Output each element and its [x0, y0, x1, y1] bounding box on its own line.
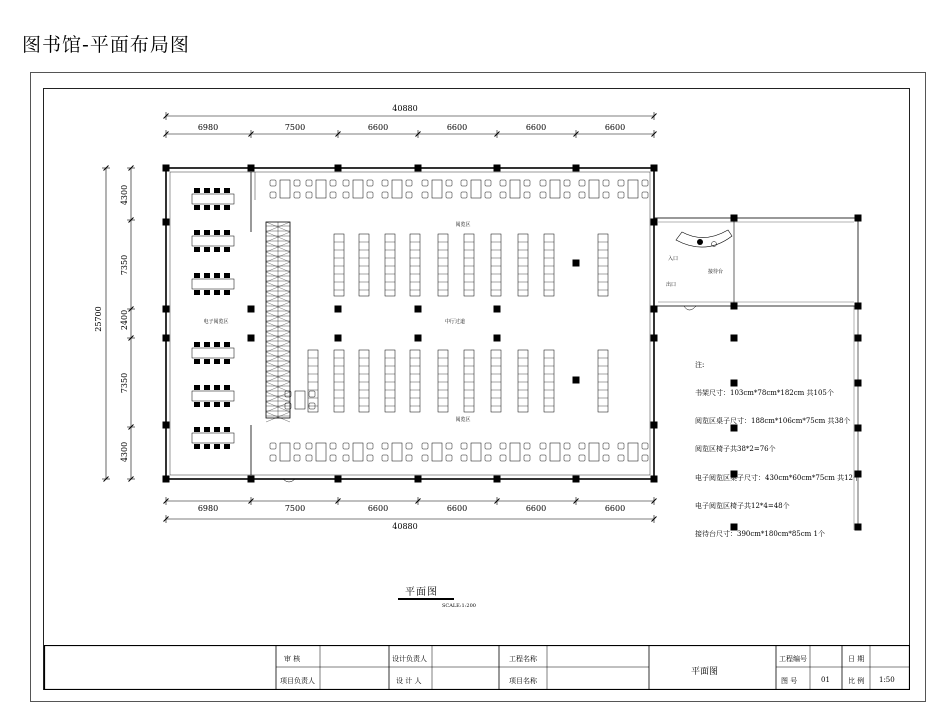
- computer-chair: [194, 342, 200, 347]
- reading-table: [471, 443, 481, 461]
- column: [731, 335, 738, 342]
- reading-chair: [564, 455, 570, 461]
- reading-chair: [406, 180, 412, 186]
- column: [163, 335, 170, 342]
- reading-chair: [564, 192, 570, 198]
- column: [494, 335, 501, 342]
- computer-chair: [224, 230, 230, 235]
- dim-top-col-3: 6600: [367, 123, 389, 132]
- computer-chair: [224, 402, 230, 407]
- reading-table: [353, 443, 363, 461]
- reading-chair: [306, 180, 312, 186]
- reading-chair: [406, 192, 412, 198]
- reading-chair: [603, 443, 609, 449]
- dim-top-col-4: 6600: [446, 123, 468, 132]
- reading-chair: [422, 443, 428, 449]
- computer-chair: [194, 273, 200, 278]
- reading-chair: [485, 180, 491, 186]
- computer-chair: [204, 273, 210, 278]
- column: [335, 476, 342, 483]
- column: [731, 303, 738, 310]
- notes-line-2: 阅览区桌子尺寸：188cm*106cm*75cm 共38个: [695, 417, 851, 426]
- design-lead-label: 设计负责人: [392, 655, 427, 663]
- dim-left-row-5: 4300: [120, 441, 129, 463]
- reading-chair: [330, 180, 336, 186]
- reading-chair: [343, 192, 349, 198]
- computer-chair: [214, 359, 220, 364]
- computer-chair: [214, 342, 220, 347]
- annex-outline: [654, 218, 858, 306]
- column: [651, 219, 658, 226]
- dim-bottom-col-6: 6600: [604, 504, 626, 513]
- zone-entrance: 入口: [668, 256, 679, 262]
- door-swing-annex: [684, 306, 696, 310]
- bookshelf: [491, 234, 501, 296]
- reading-chair: [330, 443, 336, 449]
- bookshelf: [598, 234, 608, 296]
- reading-chair: [500, 180, 506, 186]
- computer-chair: [224, 444, 230, 449]
- computer-chair: [194, 402, 200, 407]
- reading-chair: [294, 443, 300, 449]
- reading-chair: [461, 443, 467, 449]
- reading-chair: [367, 455, 373, 461]
- reading-chair: [367, 192, 373, 198]
- computer-chair: [224, 247, 230, 252]
- bookshelf: [598, 350, 608, 412]
- dim-top-col-5: 6600: [525, 123, 547, 132]
- reading-chair: [367, 180, 373, 186]
- reading-chair: [270, 455, 276, 461]
- computer-chair: [204, 444, 210, 449]
- computer-chair: [224, 273, 230, 278]
- reading-table: [316, 180, 326, 198]
- reading-table: [589, 443, 599, 461]
- reading-chair: [485, 192, 491, 198]
- zone-electronic-reading: 电子阅览区: [203, 319, 229, 325]
- computer-chair: [214, 385, 220, 390]
- reading-chair: [422, 192, 428, 198]
- reading-chair: [540, 192, 546, 198]
- column: [415, 476, 422, 483]
- bookshelf: [308, 350, 318, 412]
- bookshelf: [410, 350, 420, 412]
- reading-chair: [642, 443, 648, 449]
- reading-chair: [382, 180, 388, 186]
- reading-table: [628, 180, 638, 198]
- reading-chair: [642, 455, 648, 461]
- reading-chair: [270, 443, 276, 449]
- column: [415, 335, 422, 342]
- reading-chair: [485, 455, 491, 461]
- computer-chair: [194, 290, 200, 295]
- drawing-no-value: 01: [821, 676, 830, 684]
- zone-reading-top: 阅览区: [455, 222, 471, 228]
- reading-table: [628, 443, 638, 461]
- plan-caption-underline: [398, 598, 454, 600]
- review-label: 审 核: [284, 655, 301, 663]
- reading-chair: [406, 455, 412, 461]
- reading-table: [510, 180, 520, 198]
- reading-chair: [500, 455, 506, 461]
- reading-chair: [343, 180, 349, 186]
- reading-chair: [406, 443, 412, 449]
- reading-chair: [642, 192, 648, 198]
- column: [651, 165, 658, 172]
- reading-table: [353, 180, 363, 198]
- column: [573, 476, 580, 483]
- item-name-label: 项目名称: [509, 677, 537, 685]
- page-title: 图书馆-平面布局图: [22, 34, 190, 56]
- bookshelf: [544, 350, 554, 412]
- drawing-name: 平面图: [691, 667, 719, 677]
- column: [855, 303, 862, 310]
- dim-left-row-4: 7350: [120, 372, 129, 394]
- dim-bottom-col-5: 6600: [525, 504, 547, 513]
- dim-top-col-1: 6980: [197, 123, 219, 132]
- column: [163, 306, 170, 313]
- reading-table: [432, 443, 442, 461]
- bookshelf: [334, 234, 344, 296]
- reading-chair: [461, 455, 467, 461]
- computer-desk: [192, 279, 234, 289]
- reading-chair: [540, 443, 546, 449]
- scale-label: 比 例: [848, 677, 865, 685]
- computer-chair: [194, 444, 200, 449]
- computer-chair: [194, 188, 200, 193]
- reading-table: [550, 443, 560, 461]
- reading-table: [510, 443, 520, 461]
- reading-chair: [540, 455, 546, 461]
- notes-line-5: 电子阅览区椅子共12*4=48个: [695, 501, 790, 510]
- reading-chair: [343, 455, 349, 461]
- bookshelf: [359, 350, 369, 412]
- computer-desk: [192, 348, 234, 358]
- column: [855, 215, 862, 222]
- reading-chair: [367, 443, 373, 449]
- computer-chair: [214, 205, 220, 210]
- column: [731, 215, 738, 222]
- reception-stool: [712, 242, 717, 247]
- reading-chair: [579, 192, 585, 198]
- project-lead-label: 项目负责人: [280, 677, 315, 685]
- column: [415, 306, 422, 313]
- reading-chair: [603, 455, 609, 461]
- notes-line-3: 阅览区椅子共38*2=76个: [695, 445, 776, 454]
- column: [651, 306, 658, 313]
- reading-chair: [618, 180, 624, 186]
- reading-chair: [343, 443, 349, 449]
- computer-desk: [192, 194, 234, 204]
- computer-desk: [192, 391, 234, 401]
- reception-desk: [676, 230, 732, 247]
- bookshelf: [359, 234, 369, 296]
- bookshelf: [334, 350, 344, 412]
- reading-chair: [382, 192, 388, 198]
- computer-chair: [204, 205, 210, 210]
- bookshelf: [410, 234, 420, 296]
- computer-chair: [224, 359, 230, 364]
- column: [163, 219, 170, 226]
- dimension-lines: [102, 112, 657, 523]
- title-block: [44, 645, 910, 690]
- dim-bottom-col-4: 6600: [446, 504, 468, 513]
- computer-chair: [214, 273, 220, 278]
- reading-chair: [461, 180, 467, 186]
- reading-chair: [500, 192, 506, 198]
- column: [335, 335, 342, 342]
- dim-left-row-1: 4300: [120, 184, 129, 206]
- computer-chair: [204, 402, 210, 407]
- computer-chair: [194, 247, 200, 252]
- reading-chair: [564, 443, 570, 449]
- column: [494, 306, 501, 313]
- reading-chair: [306, 192, 312, 198]
- project-title-label: 工程名称: [509, 655, 537, 663]
- column: [573, 377, 580, 384]
- dim-bottom-col-3: 6600: [367, 504, 389, 513]
- column: [248, 335, 255, 342]
- reading-chair: [579, 180, 585, 186]
- notes-block: [695, 342, 860, 549]
- reading-chair: [564, 180, 570, 186]
- bookshelf: [438, 350, 448, 412]
- computer-chair: [194, 205, 200, 210]
- bookshelf: [518, 234, 528, 296]
- reading-chair: [382, 455, 388, 461]
- reading-chair: [294, 455, 300, 461]
- reading-table: [392, 443, 402, 461]
- column: [494, 165, 501, 172]
- column: [415, 165, 422, 172]
- bookshelf: [464, 234, 474, 296]
- bookshelf: [544, 234, 554, 296]
- reading-chair: [330, 455, 336, 461]
- plan-caption: 平面图: [405, 587, 438, 598]
- drawing-no-label: 图 号: [781, 677, 798, 685]
- reading-chair: [500, 443, 506, 449]
- computer-desk: [192, 236, 234, 246]
- computer-chair: [204, 188, 210, 193]
- computer-chair: [214, 427, 220, 432]
- column: [651, 335, 658, 342]
- column: [494, 476, 501, 483]
- reading-table: [432, 180, 442, 198]
- reading-chair: [446, 443, 452, 449]
- computer-chair: [194, 385, 200, 390]
- inner-wall: [170, 172, 650, 475]
- computer-chair: [204, 385, 210, 390]
- bookshelf: [438, 234, 448, 296]
- column: [248, 306, 255, 313]
- reading-chair: [422, 180, 428, 186]
- dim-left-row-2: 7350: [120, 254, 129, 276]
- reading-chair: [642, 180, 648, 186]
- computer-chair: [214, 188, 220, 193]
- computer-chair: [224, 385, 230, 390]
- dim-left-total: 25700: [94, 306, 103, 332]
- plan-scale: SCALE:1:200: [442, 603, 476, 609]
- outer-wall: [166, 168, 654, 479]
- reading-chair: [618, 455, 624, 461]
- reading-chair: [579, 443, 585, 449]
- reading-table: [316, 443, 326, 461]
- column: [651, 476, 658, 483]
- reading-chair: [603, 180, 609, 186]
- computer-chair: [224, 342, 230, 347]
- bookshelf: [491, 350, 501, 412]
- dim-bottom-total: 40880: [392, 522, 418, 531]
- computer-chair: [204, 290, 210, 295]
- reading-chair: [306, 443, 312, 449]
- reading-chair: [485, 443, 491, 449]
- reading-chair: [306, 455, 312, 461]
- reading-table: [295, 391, 305, 409]
- zone-labels: [203, 221, 723, 423]
- reading-chair: [330, 192, 336, 198]
- notes-line-6: 接待台尺寸：390cm*180cm*85cm 1个: [695, 530, 825, 539]
- zone-central-aisle: 中厅过道: [444, 319, 466, 325]
- column: [163, 476, 170, 483]
- computer-chair: [214, 402, 220, 407]
- reading-chair: [446, 455, 452, 461]
- dim-left-row-3: 2400: [120, 309, 129, 331]
- column: [248, 476, 255, 483]
- project-no-label: 工程编号: [779, 655, 807, 663]
- zone-reading-bottom: 阅览区: [455, 417, 471, 423]
- reading-table: [589, 180, 599, 198]
- reading-table: [550, 180, 560, 198]
- reading-chair: [461, 192, 467, 198]
- bookshelf: [385, 350, 395, 412]
- reading-table: [471, 180, 481, 198]
- notes-line-4: 电子阅览区桌子尺寸：430cm*60cm*75cm 共12个: [695, 473, 860, 482]
- computer-desk: [192, 433, 234, 443]
- reading-chair: [294, 180, 300, 186]
- scale-value: 1:50: [879, 676, 895, 684]
- reading-chair: [603, 192, 609, 198]
- dim-bottom-col-1: 6980: [197, 504, 219, 513]
- computer-chair: [194, 427, 200, 432]
- dim-bottom-col-2: 7500: [284, 504, 306, 513]
- column: [651, 422, 658, 429]
- computer-chair: [204, 342, 210, 347]
- reading-chair: [618, 192, 624, 198]
- column: [573, 260, 580, 267]
- dim-top-total: 40880: [392, 104, 418, 113]
- column: [855, 335, 862, 342]
- bookshelf: [385, 234, 395, 296]
- reading-chair: [524, 443, 530, 449]
- reading-chair: [618, 443, 624, 449]
- reading-chair: [294, 192, 300, 198]
- column: [573, 165, 580, 172]
- reading-chair: [579, 455, 585, 461]
- computer-chair: [224, 205, 230, 210]
- reading-chair: [422, 455, 428, 461]
- column: [248, 165, 255, 172]
- column: [335, 306, 342, 313]
- computer-chair: [224, 188, 230, 193]
- notes-line-1: 书架尺寸：103cm*78cm*182cm 共105个: [695, 389, 834, 398]
- reading-chair: [382, 443, 388, 449]
- reading-table: [392, 180, 402, 198]
- bookshelf: [518, 350, 528, 412]
- reading-chair: [446, 192, 452, 198]
- reading-chair: [270, 180, 276, 186]
- computer-chair: [204, 359, 210, 364]
- reception-chair: [697, 239, 703, 245]
- bookshelf: [464, 350, 474, 412]
- reading-chair: [309, 391, 315, 397]
- computer-chair: [214, 444, 220, 449]
- reading-chair: [446, 180, 452, 186]
- notes-heading: 注:: [695, 360, 705, 369]
- reading-chair: [540, 180, 546, 186]
- computer-chair: [214, 247, 220, 252]
- designer-label: 设 计 人: [396, 677, 422, 685]
- reading-chair: [524, 455, 530, 461]
- reading-chair: [270, 192, 276, 198]
- computer-chair: [204, 230, 210, 235]
- computer-chair: [224, 290, 230, 295]
- computer-chair: [204, 427, 210, 432]
- zone-reception: 接待台: [708, 269, 724, 275]
- reading-chair: [524, 180, 530, 186]
- reading-chair: [524, 192, 530, 198]
- column: [335, 165, 342, 172]
- computer-chair: [224, 427, 230, 432]
- column: [163, 165, 170, 172]
- computer-chair: [194, 359, 200, 364]
- reading-table: [280, 180, 290, 198]
- column: [163, 422, 170, 429]
- reading-table: [280, 443, 290, 461]
- date-label: 日 期: [848, 655, 865, 663]
- computer-chair: [214, 290, 220, 295]
- zone-exit: 出口: [666, 282, 677, 288]
- dim-top-col-6: 6600: [604, 123, 626, 132]
- computer-chair: [194, 230, 200, 235]
- computer-chair: [204, 247, 210, 252]
- dim-top-col-2: 7500: [284, 123, 306, 132]
- computer-chair: [214, 230, 220, 235]
